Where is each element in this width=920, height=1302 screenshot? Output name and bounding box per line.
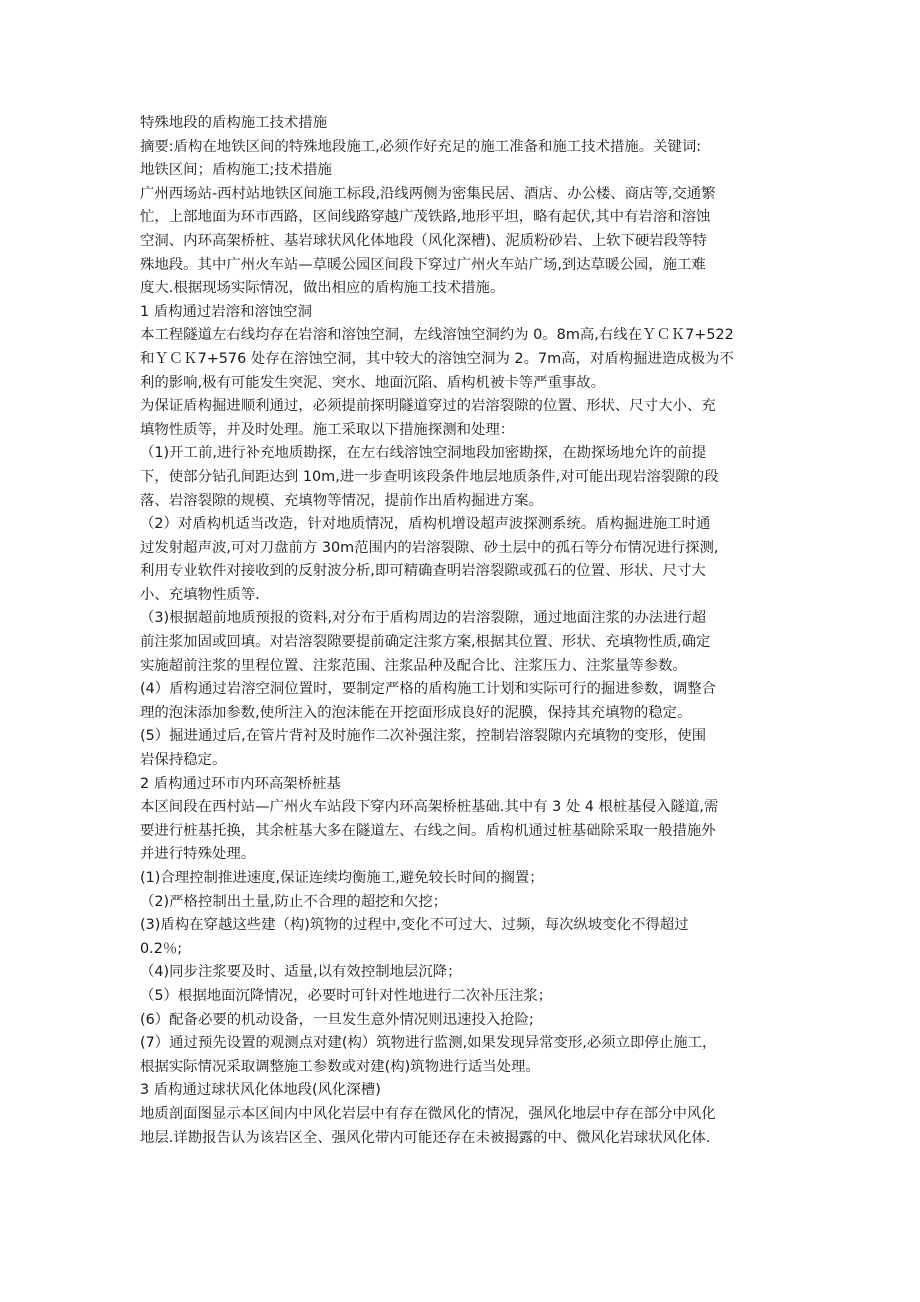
text-line: (4）盾构通过岩溶空洞位置时，要制定严格的盾构施工计划和实际可行的掘进参数，调整合 xyxy=(140,681,717,698)
text-line: 下，使部分钻孔间距达到 10m,进一步查明该段条件地层地质条件,对可能出现岩溶裂隙的段 xyxy=(140,468,719,485)
text-line: 小、充填物性质等. xyxy=(140,586,260,603)
text-line: 2 盾构通过环市内环高架桥桩基 xyxy=(140,775,341,792)
text-line: 地层.详勘报告认为该岩区全、强风化带内可能还存在未被揭露的中、微风化岩球状风化体. xyxy=(140,1129,711,1146)
text-line: 理的泡沫添加参数,使所注入的泡沫能在开挖面形成良好的泥膜，保持其充填物的稳定。 xyxy=(140,704,692,721)
text-line: 0.2％; xyxy=(140,940,183,957)
text-line: 本区间段在西村站—广州火车站段下穿内环高架桥桩基础.其中有 3 处 4 根桩基侵入隧道,需 xyxy=(140,799,719,816)
text-line: 岩保持稳定。 xyxy=(140,752,227,769)
text-line: 过发射超声波,可对刀盘前方 30m范围内的岩溶裂隙、砂土层中的孤石等分布情况进行探测, xyxy=(140,539,719,556)
document-text xyxy=(140,136,800,1151)
document-title: 特殊地段的盾构施工技术措施 xyxy=(140,115,328,131)
text-line: 空洞、内环高架桥桩、基岩球状风化体地段（风化深槽)、泥质粉砂岩、上软下硬岩段等特 xyxy=(140,232,707,249)
text-line: （4)同步注浆要及时、适量,以有效控制地层沉降； xyxy=(140,964,462,981)
text-line: 利的影响,极有可能发生突泥、突水、地面沉陷、盾构机被卡等严重事故。 xyxy=(140,374,606,391)
text-line: 殊地段。其中广州火车站—草暖公园区间段下穿过广州火车站广场,到达草暖公园，施工难 xyxy=(140,256,706,273)
text-line: 地铁区间；盾构施工;技术措施 xyxy=(140,162,332,179)
text-line: （5）根据地面沉降情况，必要时可针对性地进行二次补压注浆； xyxy=(140,987,553,1004)
text-line: 利用专业软件对接收到的反射波分析,即可精确查明岩溶裂隙或孤石的位置、形状、尺寸大 xyxy=(140,563,706,580)
text-line: 3 盾构通过球状风化体地段(风化深槽) xyxy=(140,1082,381,1099)
text-line: 落、岩溶裂隙的规模、充填物等情况，提前作出盾构掘进方案。 xyxy=(140,492,543,509)
text-line: (6）配备必要的机动设备，一旦发生意外情况则迅速投入抢险; xyxy=(140,1011,534,1028)
text-line: (3)盾构在穿越这些建（构)筑物的过程中,变化不可过大、过频，每次纵坡变化不得超过 xyxy=(140,917,689,934)
text-line: 为保证盾构掘进顺利通过，必须提前探明隧道穿过的岩溶裂隙的位置、形状、尺寸大小、充 xyxy=(140,398,716,415)
text-line: 根据实际情况采取调整施工参数或对建(构)筑物进行适当处理。 xyxy=(140,1058,540,1075)
text-line: （2)严格控制出土量,防止不合理的超挖和欠挖； xyxy=(140,893,448,910)
text-line: 实施超前注浆的里程位置、注浆范围、注浆品种及配合比、注浆压力、注浆量等参数。 xyxy=(140,657,687,674)
text-line: （3)根据超前地质预报的资料,对分布于盾构周边的岩溶裂隙，通过地面注浆的办法进行超 xyxy=(140,610,707,627)
text-line: 要进行桩基托换，其余桩基大多在隧道左、右线之间。盾构机通过桩基础除采取一般措施外 xyxy=(140,822,716,839)
text-line: 前注浆加固或回填。对岩溶裂隙要提前确定注浆方案,根据其位置、形状、充填物性质,确定 xyxy=(140,634,711,651)
text-line: 忙，上部地面为环市西路，区间线路穿越广茂铁路,地形平坦，略有起伏,其中有岩溶和溶蚀 xyxy=(140,209,711,226)
document-body xyxy=(140,112,800,1150)
text-line: (7）通过预先设置的观测点对建(构）筑物进行监测,如果发现异常变形,必须立即停止施工， xyxy=(140,1035,717,1052)
text-line: 并进行特殊处理。 xyxy=(140,846,256,863)
text-line: 广州西场站-西村站地铁区间施工标段,沿线两侧为密集民居、酒店、办公楼、商店等,交通繁 xyxy=(140,185,716,202)
text-line: 和ＹＣＫ7+576 处存在溶蚀空洞，其中较大的溶蚀空洞为 2。7m高，对盾构掘进造成极为不 xyxy=(140,350,734,367)
text-line: 地质剖面图显示本区间内中风化岩层中有存在微风化的情况，强风化地层中存在部分中风化 xyxy=(140,1105,716,1122)
text-line: （2）对盾构机适当改造，针对地质情况，盾构机增设超声波探测系统。盾构掘进施工时通 xyxy=(140,516,711,533)
text-line: 本工程隧道左右线均存在岩溶和溶蚀空洞，左线溶蚀空洞约为 0。8m高,右线在ＹＣＫ7+522 xyxy=(140,327,734,344)
text-line: 1 盾构通过岩溶和溶蚀空洞 xyxy=(140,303,313,320)
text-line: 填物性质等，并及时处理。施工采取以下措施探测和处理： xyxy=(140,421,515,438)
text-line: （1)开工前,进行补充地质勘探，在左右线溶蚀空洞地段加密勘探，在勘探场地允许的前提 xyxy=(140,445,707,462)
text-line: 摘要:盾构在地铁区间的特殊地段施工,必须作好充足的施工准备和施工技术措施。关键词: xyxy=(140,138,702,155)
text-line: 度大.根据现场实际情况，做出相应的盾构施工技术措施。 xyxy=(140,280,505,297)
text-line: (5）掘进通过后,在管片背衬及时施作二次补强注浆，控制岩溶裂隙内充填物的变形，使围 xyxy=(140,728,707,745)
text-line: (1)合理控制推进速度,保证连续均衡施工,避免较长时间的搁置； xyxy=(140,870,544,886)
